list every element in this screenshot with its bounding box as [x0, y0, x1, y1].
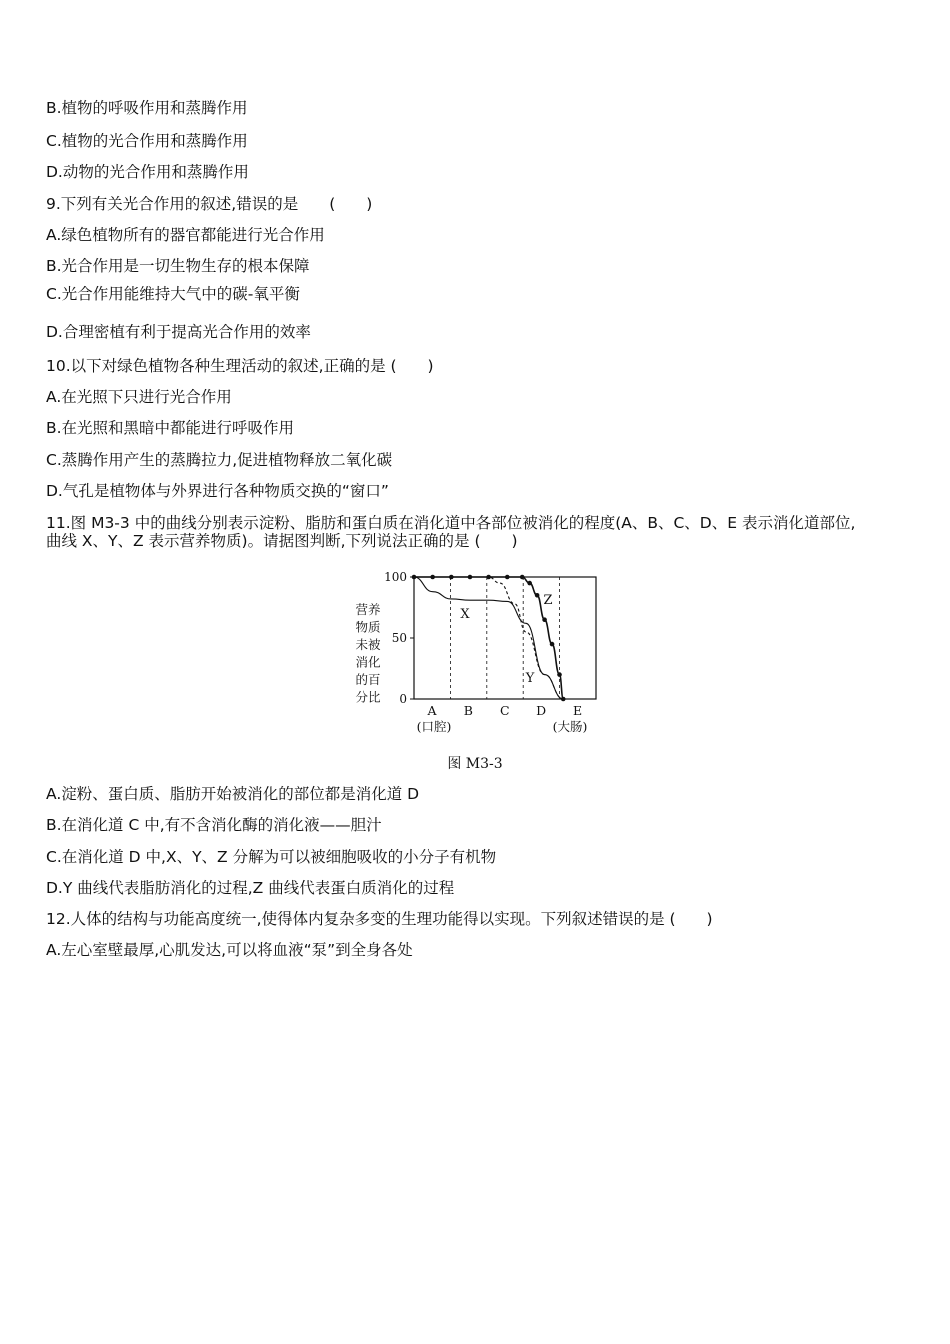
digestion-chart [350, 568, 610, 740]
x-label-A: A [427, 703, 437, 718]
x-label-C: C [500, 703, 510, 718]
y-tick-label-50: 50 [391, 631, 407, 645]
y-axis-label-line-3: 未被 [355, 637, 381, 652]
x-label-E: E [573, 703, 583, 718]
curve-Z-point-12 [557, 672, 562, 677]
text-line-q9c: C.光合作用能维持大气中的碳-氧平衡 [46, 285, 300, 303]
text-line-q10a: A.在光照下只进行光合作用 [46, 388, 232, 406]
text-line-q9b: B.光合作用是一切生物生存的根本保障 [46, 257, 310, 275]
y-axis-label-line-4: 消化 [355, 654, 381, 670]
text-line-q11b: 曲线 X、Y、Z 表示营养物质)。请据图判断,下列说法正确的是 ( ) [46, 532, 518, 550]
y-tick-label-100: 100 [384, 570, 407, 584]
y-axis-label-line-5: 的百 [355, 672, 381, 687]
curve-Z-point-3 [449, 575, 454, 580]
curve-label-Y: Y [525, 671, 535, 686]
text-line-q11: 11.图 M3-3 中的曲线分别表示淀粉、脂肪和蛋白质在消化道中各部位被消化的程度(A、B、C、D、E 表示消化道部位, [46, 514, 856, 532]
figure-caption: 图 M3-3 [447, 756, 503, 772]
curve-Z-point-7 [520, 575, 525, 580]
text-line-q11b_opt: B.在消化道 C 中,有不含消化酶的消化液——胆汁 [46, 816, 382, 834]
curve-Z-point-4 [468, 575, 473, 580]
curve-Z-point-13 [561, 697, 566, 702]
curve-Z [414, 577, 563, 699]
x-label-D: D [536, 703, 547, 718]
curve-X [414, 577, 563, 699]
y-tick-label-0: 0 [399, 692, 407, 706]
curve-Z-point-8 [527, 581, 532, 586]
x-label-B: B [463, 703, 473, 718]
curve-Y [414, 577, 563, 699]
y-axis-label-line-6: 分比 [355, 689, 381, 705]
digestion-chart-svg [350, 568, 610, 740]
x-sublabel-E: (大肠) [552, 719, 588, 734]
curve-Z-point-2 [430, 575, 435, 580]
curve-Z-point-9 [535, 593, 540, 598]
text-line-q9: 9.下列有关光合作用的叙述,错误的是 ( ) [46, 195, 373, 213]
y-axis-label-line-1: 营养 [355, 602, 381, 617]
curve-label-X: X [460, 607, 470, 622]
text-line-q9d: D.合理密植有利于提高光合作用的效率 [46, 323, 311, 341]
text-line-q10b: B.在光照和黑暗中都能进行呼吸作用 [46, 419, 295, 437]
text-line-q10c: C.蒸腾作用产生的蒸腾拉力,促进植物释放二氧化碳 [46, 451, 393, 469]
text-line-q8d: D.动物的光合作用和蒸腾作用 [46, 163, 249, 181]
text-line-q11c_opt: C.在消化道 D 中,X、Y、Z 分解为可以被细胞吸收的小分子有机物 [46, 848, 497, 866]
text-line-q10d: D.气孔是植物体与外界进行各种物质交换的“窗口” [46, 482, 389, 500]
curve-Z-point-5 [486, 575, 491, 580]
text-line-q9a: A.绿色植物所有的器官都能进行光合作用 [46, 226, 325, 244]
text-line-q8b: B.植物的呼吸作用和蒸腾作用 [46, 99, 248, 117]
y-axis-label-line-2: 物质 [355, 619, 381, 635]
curve-Z-point-6 [505, 575, 510, 580]
curve-label-Z: Z [543, 593, 553, 608]
text-line-q11a_opt: A.淀粉、蛋白质、脂肪开始被消化的部位都是消化道 D [46, 785, 420, 803]
curve-Z-point-11 [550, 642, 555, 647]
curve-Z-point-1 [412, 575, 417, 580]
curve-Z-point-10 [542, 617, 547, 622]
text-line-q8c: C.植物的光合作用和蒸腾作用 [46, 132, 248, 150]
text-line-q12: 12.人体的结构与功能高度统一,使得体内复杂多变的生理功能得以实现。下列叙述错误的是 ( ) [46, 910, 713, 928]
x-sublabel-A: (口腔) [416, 719, 452, 734]
text-line-q10: 10.以下对绿色植物各种生理活动的叙述,正确的是 ( ) [46, 357, 434, 375]
text-line-q11d_opt: D.Y 曲线代表脂肪消化的过程,Z 曲线代表蛋白质消化的过程 [46, 879, 455, 897]
text-line-q12a: A.左心室壁最厚,心肌发达,可以将血液“泵”到全身各处 [46, 941, 413, 959]
